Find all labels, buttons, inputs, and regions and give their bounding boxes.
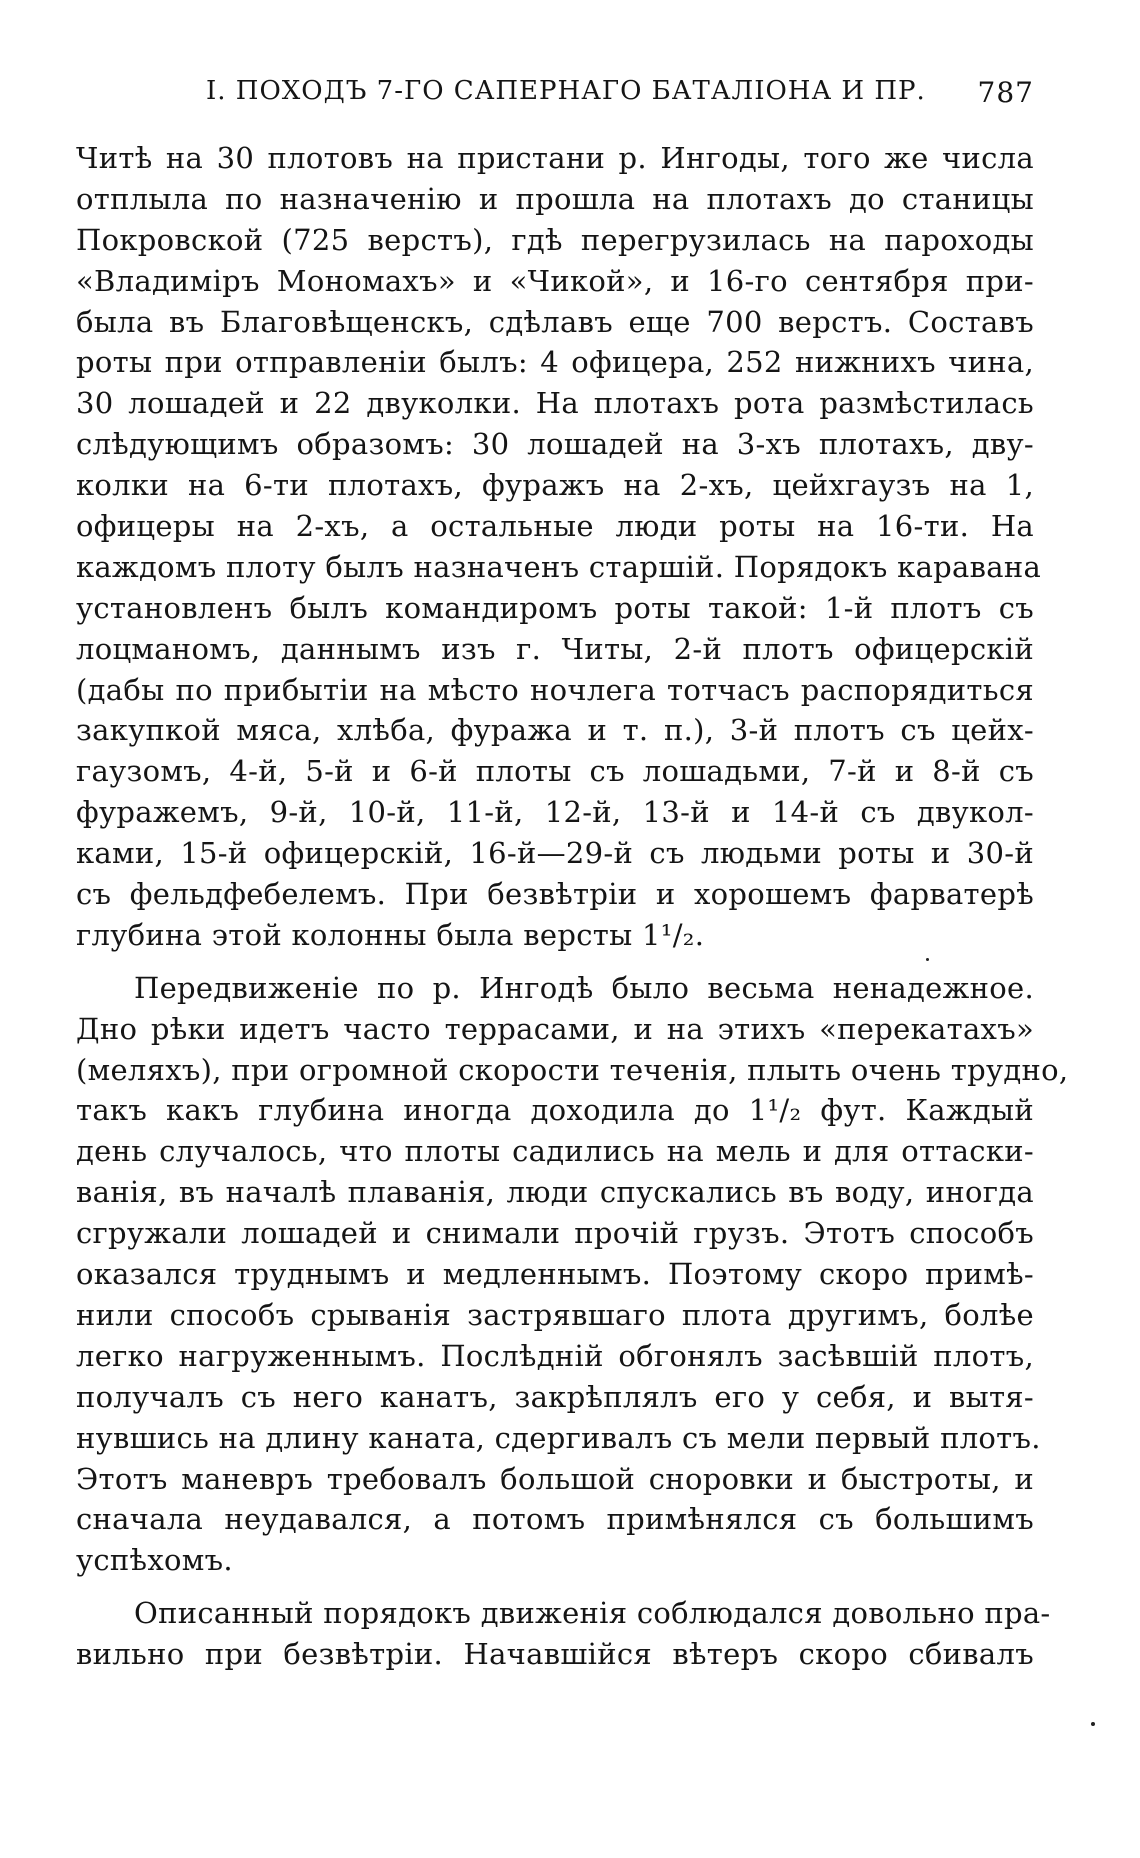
text-line: оказался труднымъ и медленнымъ. Поэтому скоро примѣ-	[76, 1257, 1034, 1292]
text-line: Покровской (725 верстъ), гдѣ перегрузилась на пароходы	[76, 222, 1034, 257]
text-line: 30 лошадей и 22 двуколки. На плотахъ рота размѣстилась	[76, 386, 1034, 421]
text-line: роты при отправленіи былъ: 4 офицера, 252 нижнихъ чина,	[76, 345, 1034, 380]
text-line: закупкой мяса, хлѣба, фуража и т. п.), 3-й плотъ съ цейх-	[76, 713, 1034, 748]
text-line: ками, 15-й офицерскій, 16-й—29-й съ людьми роты и 30-й	[76, 836, 1034, 871]
body-text	[76, 138, 1069, 1675]
text-line: Передвиженіе по р. Ингодѣ было весьма ненадежное.	[134, 970, 1034, 1005]
paragraph-1	[76, 138, 1042, 956]
running-title: I. ПОХОДЪ 7-ГО САПЕРНАГО БАТАЛІОНА И ПР.	[206, 76, 926, 106]
text-line: сначала неудавался, а потомъ примѣнялся съ большимъ	[76, 1502, 1034, 1537]
text-line: колки на 6-ти плотахъ, фуражъ на 2-хъ, цейхгаузъ на 1,	[76, 468, 1034, 503]
text-line: установленъ былъ командиромъ роты такой: 1-й плотъ съ	[76, 590, 1034, 625]
text-line: глубина этой колонны была версты 1¹/₂.	[76, 917, 705, 952]
text-line: легко нагруженнымъ. Послѣдній обгонялъ засѣвшій плотъ,	[76, 1338, 1034, 1373]
text-line: офицеры на 2-хъ, а остальные люди роты на 16-ти. На	[76, 509, 1034, 544]
text-line: получалъ съ него канатъ, закрѣплялъ его у себя, и вытя-	[76, 1379, 1034, 1414]
paragraph-2	[76, 968, 1069, 1581]
ink-speck	[1091, 1722, 1095, 1726]
page-number: 787	[977, 76, 1034, 109]
text-line: (дабы по прибытіи на мѣсто ночлега тотчасъ распорядиться	[76, 672, 1034, 707]
text-line: вильно при безвѣтріи. Начавшійся вѣтеръ скоро сбивалъ	[76, 1637, 1034, 1672]
text-line: день случалось, что плоты садились на мель и для оттаски-	[76, 1134, 1034, 1169]
text-line: каждомъ плоту былъ назначенъ старшій. Порядокъ каравана	[76, 549, 1042, 584]
text-line: слѣдующимъ образомъ: 30 лошадей на 3-хъ плотахъ, дву-	[76, 427, 1034, 462]
text-line: фуражемъ, 9-й, 10-й, 11-й, 12-й, 13-й и 14-й съ двукол-	[76, 795, 1034, 830]
text-line: лоцманомъ, даннымъ изъ г. Читы, 2-й плотъ офицерскій	[76, 631, 1034, 666]
text-line: Этотъ маневръ требовалъ большой сноровки и быстроты, и	[76, 1461, 1034, 1496]
text-line: сгружали лошадей и снимали прочій грузъ. Этотъ способъ	[76, 1216, 1034, 1251]
text-line: Дно рѣки идетъ часто террасами, и на этихъ «перекатахъ»	[76, 1011, 1034, 1046]
text-line: Описанный порядокъ движенія соблюдался довольно пра-	[134, 1596, 1051, 1631]
text-line: нили способъ срыванія застрявшаго плота другимъ, болѣе	[76, 1297, 1034, 1332]
text-line: нувшись на длину каната, сдергивалъ съ мели первый плотъ.	[76, 1420, 1041, 1455]
text-line: ванія, въ началѣ плаванія, люди спускались въ воду, иногда	[76, 1175, 1034, 1210]
text-line: съ фельдфебелемъ. При безвѣтріи и хорошемъ фарватерѣ	[76, 877, 1034, 912]
text-line: (меляхъ), при огромной скорости теченія, плыть очень трудно,	[76, 1052, 1069, 1087]
running-head	[76, 76, 1034, 116]
text-line: была въ Благовѣщенскъ, сдѣлавъ еще 700 верстъ. Составъ	[76, 304, 1034, 339]
text-line: «Владиміръ Мономахъ» и «Чикой», и 16-го сентября при-	[76, 263, 1034, 298]
text-line: успѣхомъ.	[76, 1543, 233, 1578]
paragraph-3	[76, 1593, 1051, 1675]
ink-speck	[926, 958, 929, 961]
text-line: гаузомъ, 4-й, 5-й и 6-й плоты съ лошадьми, 7-й и 8-й съ	[76, 754, 1034, 789]
text-line: отплыла по назначенію и прошла на плотахъ до станицы	[76, 181, 1034, 216]
text-line: такъ какъ глубина иногда доходила до 1¹/₂ фут. Каждый	[76, 1093, 1034, 1128]
text-line: Читѣ на 30 плотовъ на пристани р. Ингоды, того же числа	[76, 141, 1034, 175]
